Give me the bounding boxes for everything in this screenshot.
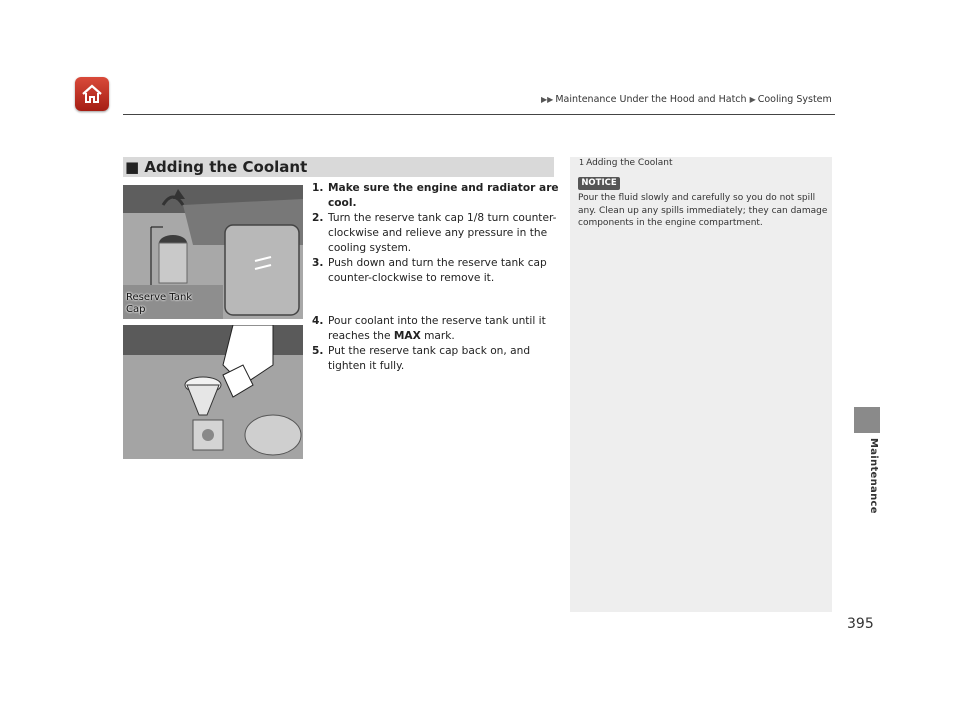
breadcrumb-parent[interactable]: Maintenance Under the Hood and Hatch (555, 94, 747, 105)
step-text: Put the reserve tank cap back on, and tighten it fully. (328, 345, 531, 372)
max-mark-label: MAX (393, 330, 421, 342)
step-number: 3. (312, 257, 324, 269)
step-number: 2. (312, 212, 324, 224)
step-text (328, 315, 546, 342)
breadcrumb-current[interactable]: Cooling System (757, 94, 832, 105)
breadcrumb-arrow-icon: ▶ (749, 95, 756, 104)
step-5 (312, 344, 560, 374)
step-text: Push down and turn the reserve tank cap counter-clockwise to remove it. (328, 257, 547, 284)
step-2 (312, 211, 560, 256)
section-title: ■ Adding the Coolant (123, 157, 554, 177)
step-text: Make sure the engine and radiator are cool. (328, 182, 559, 209)
step-text-part: mark. (420, 330, 455, 342)
home-icon (80, 82, 104, 106)
notice-badge: NOTICE (578, 177, 620, 190)
header-divider (123, 114, 835, 115)
step-number: 4. (312, 315, 324, 327)
step-number: 5. (312, 345, 324, 357)
reference-icon: 1 (579, 158, 585, 167)
step-3 (312, 256, 560, 286)
procedure-steps (312, 181, 560, 374)
step-4 (312, 314, 560, 344)
reserve-tank-cap-label: Reserve Tank Cap (126, 292, 193, 315)
note-title-text: Adding the Coolant (586, 158, 673, 168)
pour-coolant-illustration (123, 325, 303, 459)
step-text-part: Pour coolant into the reserve tank until it reaches the (328, 315, 546, 342)
breadcrumb-arrow-icon: ▶▶ (541, 95, 554, 104)
page-number: 395 (847, 616, 874, 632)
home-button[interactable] (75, 77, 109, 111)
chapter-tab-label: Maintenance (868, 438, 879, 514)
breadcrumb (541, 94, 832, 105)
chapter-tab[interactable] (854, 407, 880, 433)
step-text: Turn the reserve tank cap 1/8 turn counter-clockwise and relieve any pressure in the cooling system. (328, 212, 557, 254)
step-number: 1. (312, 182, 324, 194)
step-1 (312, 181, 560, 211)
note-title[interactable] (579, 158, 672, 168)
note-body: Pour the fluid slowly and carefully so you do not spill any. Clean up any spills immediately; they can damage components in the engine compartment. (578, 193, 828, 228)
